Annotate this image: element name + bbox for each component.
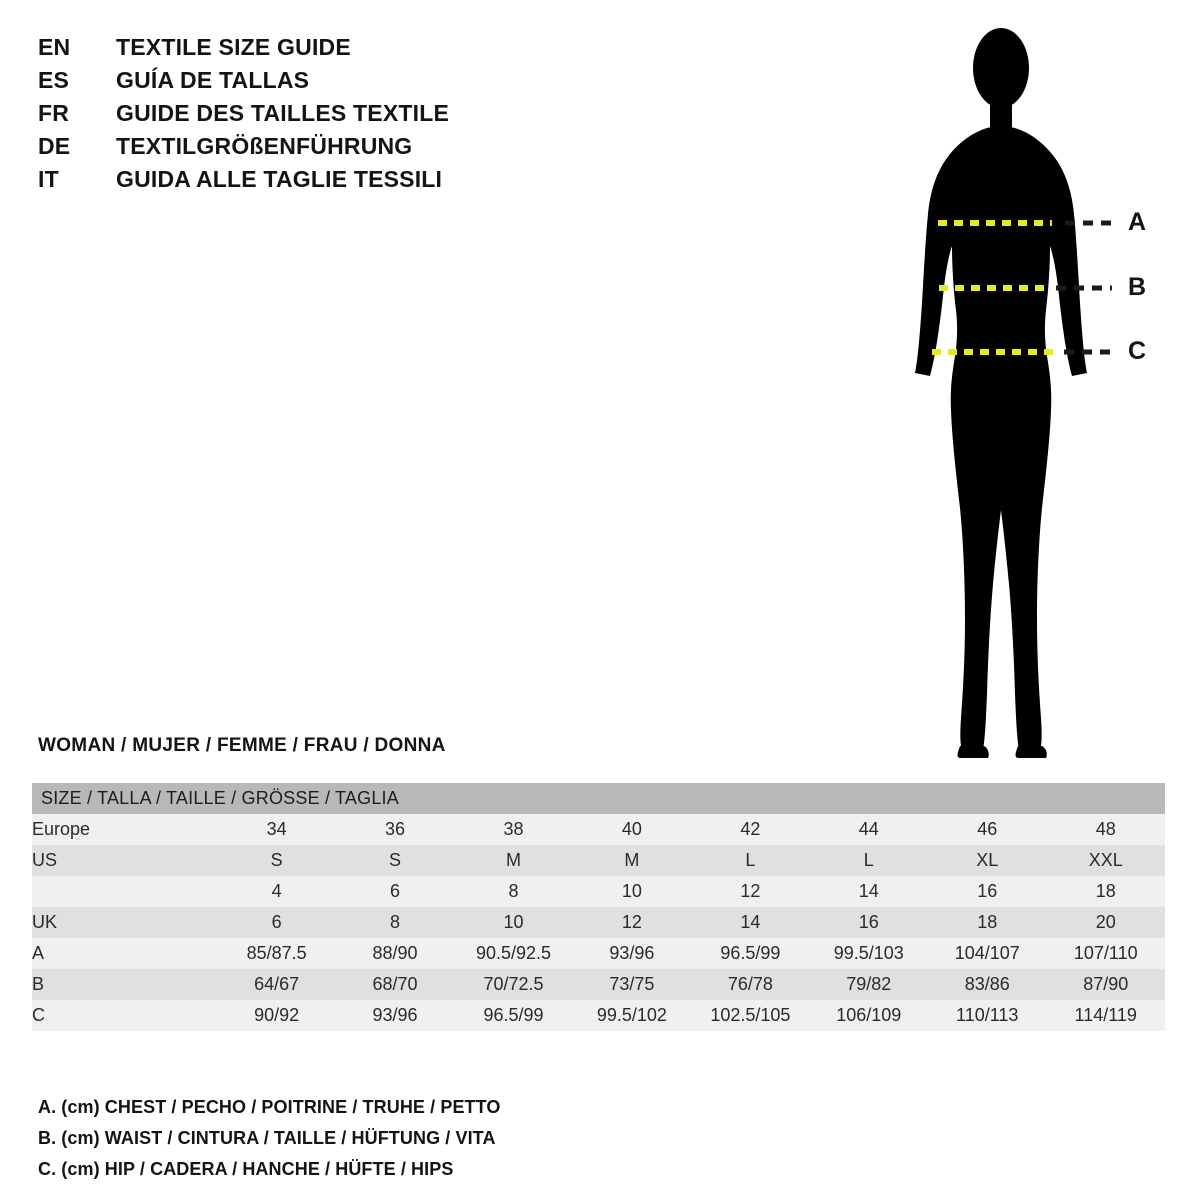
cell-value: L [810,845,928,876]
cell-value: 102.5/105 [691,1000,809,1031]
cell-value: 16 [928,876,1046,907]
cell-value: 73/75 [573,969,691,1000]
table-row [32,969,1165,1000]
cell-value: 96.5/99 [691,938,809,969]
table-header-label: SIZE / TALLA / TAILLE / GRÖSSE / TAGLIA [32,783,1165,814]
silhouette-svg [860,18,1190,758]
cell-value: 96.5/99 [454,1000,572,1031]
cell-value: 87/90 [1046,969,1165,1000]
title-row-fr [38,100,598,133]
table-row [32,1000,1165,1031]
row-label: UK [32,907,217,938]
cell-value: 36 [336,814,454,845]
title-text-es: GUÍA DE TALLAS [116,67,310,93]
cell-value: 85/87.5 [217,938,335,969]
cell-value: 70/72.5 [454,969,572,1000]
table-row [32,876,1165,907]
cell-value: 114/119 [1046,1000,1165,1031]
cell-value: 8 [336,907,454,938]
table-row [32,845,1165,876]
cell-value: 10 [454,907,572,938]
cell-value: 18 [928,907,1046,938]
cell-value: L [691,845,809,876]
title-text-en: TEXTILE SIZE GUIDE [116,34,351,60]
cell-value: 68/70 [336,969,454,1000]
table-header-row [32,783,1165,814]
cell-value: 12 [573,907,691,938]
title-lang-en: EN [38,34,71,60]
title-row-es [38,67,598,100]
cell-value: 93/96 [573,938,691,969]
cell-value: 110/113 [928,1000,1046,1031]
title-lang-de: DE [38,133,71,159]
cell-value: 104/107 [928,938,1046,969]
row-label [32,876,217,907]
title-row-en [38,34,598,67]
title-text-de: TEXTILGRÖßENFÜHRUNG [116,133,413,159]
row-label: A [32,938,217,969]
title-lang-fr: FR [38,100,70,126]
title-text-it: GUIDA ALLE TAGLIE TESSILI [116,166,443,192]
cell-value: 93/96 [336,1000,454,1031]
title-row-de [38,133,598,166]
title-lang-it: IT [38,166,59,192]
cell-value: 12 [691,876,809,907]
cell-value: 88/90 [336,938,454,969]
cell-value: 107/110 [1046,938,1165,969]
cell-value: 40 [573,814,691,845]
title-lang-es: ES [38,67,70,93]
cell-value: 64/67 [217,969,335,1000]
table-row [32,938,1165,969]
cell-value: S [217,845,335,876]
cell-value: 20 [1046,907,1165,938]
cell-value: 8 [454,876,572,907]
cell-value: XXL [1046,845,1165,876]
table-row [32,907,1165,938]
row-label: B [32,969,217,1000]
woman-body-silhouette [915,28,1087,758]
cell-value: 79/82 [810,969,928,1000]
measure-label-a: A [1128,208,1147,236]
row-label: Europe [32,814,217,845]
size-table [32,783,1165,1031]
footnote-waist: B. (cm) WAIST / CINTURA / TAILLE / HÜFTUNG / VITA [38,1128,496,1148]
title-row-it [38,166,598,199]
cell-value: 38 [454,814,572,845]
female-silhouette-figure [860,18,1190,758]
title-block [38,34,598,199]
cell-value: 48 [1046,814,1165,845]
cell-value: 14 [810,876,928,907]
title-text-fr: GUIDE DES TAILLES TEXTILE [116,100,449,126]
footnote-hip: C. (cm) HIP / CADERA / HANCHE / HÜFTE / HIPS [38,1159,454,1179]
cell-value: 106/109 [810,1000,928,1031]
cell-value: 90.5/92.5 [454,938,572,969]
cell-value: 44 [810,814,928,845]
cell-value: 90/92 [217,1000,335,1031]
cell-value: 14 [691,907,809,938]
footnotes-block [38,1092,838,1185]
cell-value: M [454,845,572,876]
cell-value: 10 [573,876,691,907]
cell-value: 83/86 [928,969,1046,1000]
cell-value: M [573,845,691,876]
cell-value: 42 [691,814,809,845]
table-row [32,814,1165,845]
cell-value: 16 [810,907,928,938]
row-label: US [32,845,217,876]
cell-value: 76/78 [691,969,809,1000]
row-label: C [32,1000,217,1031]
measure-label-b: B [1128,273,1147,301]
cell-value: 18 [1046,876,1165,907]
cell-value: 46 [928,814,1046,845]
cell-value: 34 [217,814,335,845]
cell-value: 4 [217,876,335,907]
cell-value: 99.5/102 [573,1000,691,1031]
cell-value: S [336,845,454,876]
footnote-chest: A. (cm) CHEST / PECHO / POITRINE / TRUHE / PETTO [38,1097,501,1117]
section-heading-woman: WOMAN / MUJER / FEMME / FRAU / DONNA [38,735,446,756]
cell-value: 99.5/103 [810,938,928,969]
cell-value: 6 [336,876,454,907]
measure-label-c: C [1128,337,1147,365]
cell-value: XL [928,845,1046,876]
cell-value: 6 [217,907,335,938]
